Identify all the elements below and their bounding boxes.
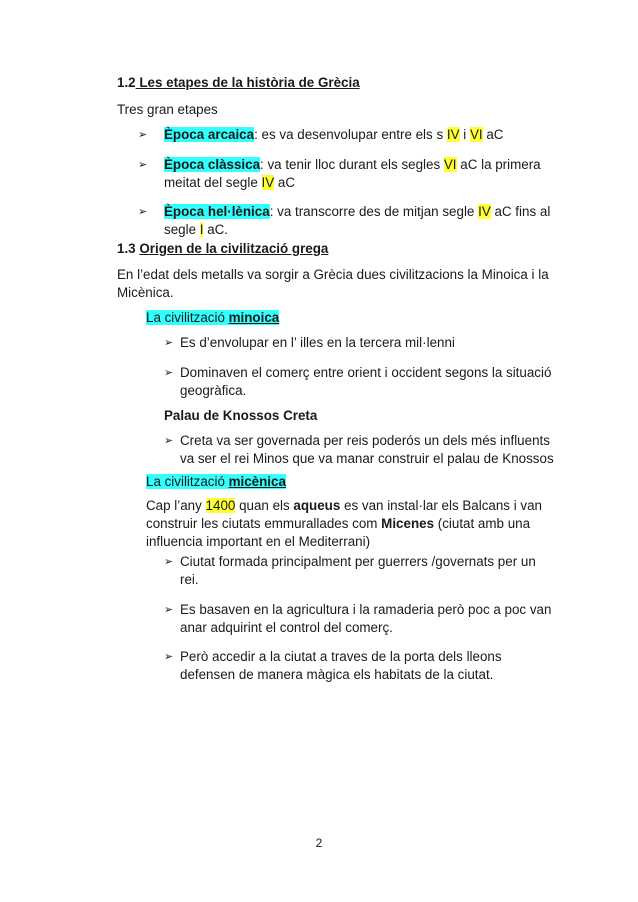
section-1-2-heading bbox=[117, 74, 360, 92]
text: construir les ciutats emmurallades com bbox=[146, 516, 382, 531]
minoica-bullet-2-line2: geogràfica. bbox=[180, 383, 247, 398]
highlight-subheading bbox=[146, 474, 286, 489]
section-title: Les etapes de la història de Grècia bbox=[135, 75, 360, 90]
text: minoica bbox=[228, 310, 280, 325]
palau-heading: Palau de Knossos Creta bbox=[164, 408, 318, 423]
highlight-century: IV bbox=[478, 204, 491, 219]
highlight-century: VI bbox=[443, 157, 457, 172]
highlight-term: Època clàssica bbox=[164, 157, 261, 172]
paragraph-line: Micènica. bbox=[117, 285, 174, 300]
bullet-classica-line2 bbox=[164, 174, 295, 192]
text: aC bbox=[482, 127, 504, 142]
section-number: 1.2 bbox=[117, 75, 136, 90]
minoica-bullet-1: Es d’envolupar en l’ illes en la tercera mil·lenni bbox=[180, 335, 455, 350]
minoica-bullet-2-line1: Dominaven el comerç entre orient i occident segons la situació bbox=[180, 365, 552, 380]
highlight-century: VI bbox=[469, 127, 483, 142]
highlight-century: IV bbox=[261, 175, 275, 190]
text: es van instal·lar els Balcans i van bbox=[340, 498, 543, 513]
minoica-subheading bbox=[146, 309, 279, 327]
micenica-bullet-3-line1: Però accedir a la ciutat a traves de la porta dels lleons bbox=[180, 649, 502, 664]
paragraph-line: En l’edat dels metalls va sorgir a Grècia dues civilitzacions la Minoica i la bbox=[117, 267, 549, 282]
bullet-arrow-icon: ➢ bbox=[164, 337, 174, 349]
intro-text: Tres gran etapes bbox=[117, 102, 218, 117]
micenica-paragraph-line3: influencia important en el Mediterrani) bbox=[146, 534, 371, 549]
micenica-bullet-2-line1: Es basaven en la agricultura i la ramaderia però poc a poc van bbox=[180, 602, 552, 617]
text: aC fins al bbox=[490, 204, 551, 219]
bullet-arrow-icon: ➢ bbox=[138, 159, 148, 171]
text: (ciutat amb una bbox=[434, 516, 531, 531]
section-number: 1.3 bbox=[117, 241, 140, 256]
highlight-century: I bbox=[199, 222, 204, 237]
minoica-bullet-3-line1: Creta va ser governada per reis poderós un dels més influents bbox=[180, 433, 550, 448]
bullet-arrow-icon: ➢ bbox=[164, 604, 174, 616]
text: meitat del segle bbox=[164, 175, 262, 190]
micenica-bullet-3-line2: defensen de manera màgica els habitats de la ciutat. bbox=[180, 667, 494, 682]
micenica-subheading bbox=[146, 473, 286, 491]
text: aC la primera bbox=[456, 157, 541, 172]
text: i bbox=[459, 127, 470, 142]
text: Cap l’any bbox=[146, 498, 206, 513]
highlight-year: 1400 bbox=[205, 498, 236, 513]
section-1-3-heading bbox=[117, 240, 328, 258]
micenica-paragraph-line1 bbox=[146, 497, 542, 515]
bullet-classica-line1 bbox=[164, 156, 541, 174]
bullet-arrow-icon: ➢ bbox=[164, 367, 174, 379]
page-number: 2 bbox=[315, 836, 323, 850]
text: quan els bbox=[235, 498, 294, 513]
text: aC bbox=[274, 175, 296, 190]
micenica-bullet-1-line2: rei. bbox=[180, 572, 199, 587]
bullet-hellenica-line1 bbox=[164, 203, 550, 221]
text: micènica bbox=[228, 474, 286, 489]
text: aC. bbox=[203, 222, 229, 237]
bullet-arrow-icon: ➢ bbox=[164, 651, 174, 663]
bullet-hellenica-line2 bbox=[164, 221, 228, 239]
bullet-arrow-icon: ➢ bbox=[164, 556, 174, 568]
text: aqueus bbox=[293, 498, 341, 513]
text: La civilització bbox=[146, 310, 229, 325]
text: : va transcorre des de mitjan segle bbox=[269, 204, 479, 219]
text: La civilització bbox=[146, 474, 229, 489]
bullet-arrow-icon: ➢ bbox=[138, 129, 148, 141]
bullet-arcaica bbox=[164, 126, 503, 144]
text: : va tenir lloc durant els segles bbox=[260, 157, 444, 172]
text: : es va desenvolupar entre els s bbox=[254, 127, 447, 142]
highlight-subheading bbox=[146, 310, 279, 325]
section-title: Origen de la civilització grega bbox=[139, 241, 329, 256]
highlight-century: IV bbox=[446, 127, 460, 142]
micenica-paragraph-line2 bbox=[146, 515, 530, 533]
text: Micenes bbox=[381, 516, 435, 531]
minoica-bullet-3-line2: va ser el rei Minos que va manar construir el palau de Knossos bbox=[180, 451, 554, 466]
micenica-bullet-1-line1: Ciutat formada principalment per guerrers /governats per un bbox=[180, 554, 536, 569]
highlight-term: Època hel·lènica bbox=[164, 204, 270, 219]
highlight-term: Època arcaica bbox=[164, 127, 255, 142]
bullet-arrow-icon: ➢ bbox=[138, 206, 148, 218]
micenica-bullet-2-line2: anar adquirint el control del comerç. bbox=[180, 620, 393, 635]
bullet-arrow-icon: ➢ bbox=[164, 435, 174, 447]
text: segle bbox=[164, 222, 200, 237]
